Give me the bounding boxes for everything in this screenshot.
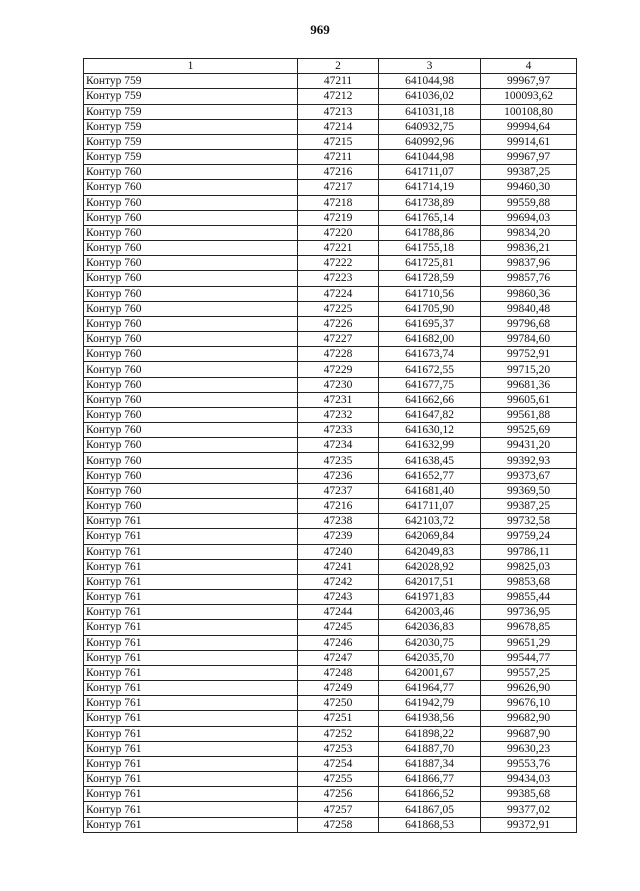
contour-name-cell: Контур 761 [84,802,298,817]
table-row [84,74,577,89]
point-number-cell: 47218 [298,195,379,210]
contour-name-cell: Контур 760 [84,498,298,513]
table-row [84,453,577,468]
x-coordinate-cell: 641672,55 [379,362,481,377]
point-number-cell: 47246 [298,635,379,650]
point-number-cell: 47219 [298,210,379,225]
table-row [84,574,577,589]
x-coordinate-cell: 641866,52 [379,787,481,802]
x-coordinate-cell: 641714,19 [379,180,481,195]
y-coordinate-cell: 99387,25 [481,165,577,180]
x-coordinate-cell: 641971,83 [379,590,481,605]
contour-name-cell: Контур 761 [84,605,298,620]
x-coordinate-cell: 642069,84 [379,529,481,544]
y-coordinate-cell: 99786,11 [481,544,577,559]
point-number-cell: 47238 [298,514,379,529]
coordinates-table [83,58,577,833]
point-number-cell: 47223 [298,271,379,286]
point-number-cell: 47256 [298,787,379,802]
y-coordinate-cell: 100108,80 [481,104,577,119]
point-number-cell: 47234 [298,438,379,453]
contour-name-cell: Контур 761 [84,696,298,711]
x-coordinate-cell: 641673,74 [379,347,481,362]
y-coordinate-cell: 99525,69 [481,423,577,438]
x-coordinate-cell: 641638,45 [379,453,481,468]
point-number-cell: 47254 [298,756,379,771]
table-row [84,407,577,422]
contour-name-cell: Контур 761 [84,529,298,544]
x-coordinate-cell: 641942,79 [379,696,481,711]
point-number-cell: 47242 [298,574,379,589]
table-row [84,817,577,832]
point-number-cell: 47245 [298,620,379,635]
point-number-cell: 47225 [298,301,379,316]
x-coordinate-cell: 641867,05 [379,802,481,817]
contour-name-cell: Контур 761 [84,574,298,589]
point-number-cell: 47228 [298,347,379,362]
x-coordinate-cell: 642030,75 [379,635,481,650]
y-coordinate-cell: 99825,03 [481,559,577,574]
x-coordinate-cell: 641788,86 [379,225,481,240]
y-coordinate-cell: 99796,68 [481,316,577,331]
point-number-cell: 47235 [298,453,379,468]
table-row [84,225,577,240]
contour-name-cell: Контур 760 [84,392,298,407]
contour-name-cell: Контур 760 [84,483,298,498]
contour-name-cell: Контур 761 [84,711,298,726]
point-number-cell: 47240 [298,544,379,559]
point-number-cell: 47221 [298,241,379,256]
y-coordinate-cell: 99694,03 [481,210,577,225]
contour-name-cell: Контур 760 [84,316,298,331]
x-coordinate-cell: 641725,81 [379,256,481,271]
column-header-1: 1 [84,59,298,74]
table-row [84,559,577,574]
header-row [84,59,577,74]
y-coordinate-cell: 99857,76 [481,271,577,286]
contour-name-cell: Контур 760 [84,271,298,286]
x-coordinate-cell: 641630,12 [379,423,481,438]
contour-name-cell: Контур 760 [84,377,298,392]
point-number-cell: 47253 [298,741,379,756]
x-coordinate-cell: 642001,67 [379,665,481,680]
x-coordinate-cell: 641705,90 [379,301,481,316]
table-row [84,423,577,438]
point-number-cell: 47215 [298,134,379,149]
x-coordinate-cell: 641044,98 [379,150,481,165]
table-row [84,134,577,149]
contour-name-cell: Контур 761 [84,620,298,635]
contour-name-cell: Контур 759 [84,134,298,149]
point-number-cell: 47227 [298,332,379,347]
x-coordinate-cell: 641868,53 [379,817,481,832]
table-row [84,696,577,711]
table-row [84,726,577,741]
contour-name-cell: Контур 759 [84,119,298,134]
point-number-cell: 47220 [298,225,379,240]
y-coordinate-cell: 99561,88 [481,407,577,422]
x-coordinate-cell: 641728,59 [379,271,481,286]
table-row [84,286,577,301]
point-number-cell: 47251 [298,711,379,726]
point-number-cell: 47236 [298,468,379,483]
contour-name-cell: Контур 760 [84,241,298,256]
point-number-cell: 47255 [298,772,379,787]
table-row [84,392,577,407]
contour-name-cell: Контур 760 [84,256,298,271]
contour-name-cell: Контур 760 [84,225,298,240]
x-coordinate-cell: 641710,56 [379,286,481,301]
point-number-cell: 47233 [298,423,379,438]
table-row [84,347,577,362]
table-row [84,150,577,165]
table-row [84,665,577,680]
y-coordinate-cell: 99377,02 [481,802,577,817]
x-coordinate-cell: 641765,14 [379,210,481,225]
y-coordinate-cell: 99676,10 [481,696,577,711]
y-coordinate-cell: 99994,64 [481,119,577,134]
table-row [84,741,577,756]
x-coordinate-cell: 642028,92 [379,559,481,574]
table-row [84,772,577,787]
x-coordinate-cell: 641682,00 [379,332,481,347]
contour-name-cell: Контур 759 [84,89,298,104]
point-number-cell: 47249 [298,681,379,696]
x-coordinate-cell: 641711,07 [379,498,481,513]
point-number-cell: 47216 [298,498,379,513]
y-coordinate-cell: 99392,93 [481,453,577,468]
contour-name-cell: Контур 761 [84,514,298,529]
point-number-cell: 47211 [298,150,379,165]
point-number-cell: 47258 [298,817,379,832]
y-coordinate-cell: 99837,96 [481,256,577,271]
y-coordinate-cell: 99834,20 [481,225,577,240]
point-number-cell: 47237 [298,483,379,498]
table-row [84,681,577,696]
y-coordinate-cell: 99369,50 [481,483,577,498]
x-coordinate-cell: 642035,70 [379,650,481,665]
contour-name-cell: Контур 760 [84,332,298,347]
y-coordinate-cell: 99630,23 [481,741,577,756]
point-number-cell: 47230 [298,377,379,392]
y-coordinate-cell: 99385,68 [481,787,577,802]
point-number-cell: 47252 [298,726,379,741]
y-coordinate-cell: 99626,90 [481,681,577,696]
table-row [84,271,577,286]
table-row [84,332,577,347]
contour-name-cell: Контур 761 [84,635,298,650]
contour-name-cell: Контур 760 [84,362,298,377]
x-coordinate-cell: 641695,37 [379,316,481,331]
table-row [84,210,577,225]
contour-name-cell: Контур 761 [84,650,298,665]
contour-name-cell: Контур 760 [84,195,298,210]
y-coordinate-cell: 99759,24 [481,529,577,544]
contour-name-cell: Контур 761 [84,772,298,787]
y-coordinate-cell: 99715,20 [481,362,577,377]
table-row [84,316,577,331]
contour-name-cell: Контур 760 [84,180,298,195]
contour-name-cell: Контур 760 [84,165,298,180]
y-coordinate-cell: 99434,03 [481,772,577,787]
x-coordinate-cell: 641887,70 [379,741,481,756]
contour-name-cell: Контур 761 [84,741,298,756]
point-number-cell: 47229 [298,362,379,377]
y-coordinate-cell: 99836,21 [481,241,577,256]
contour-name-cell: Контур 761 [84,590,298,605]
contour-name-cell: Контур 760 [84,286,298,301]
contour-name-cell: Контур 760 [84,438,298,453]
y-coordinate-cell: 99431,20 [481,438,577,453]
y-coordinate-cell: 99967,97 [481,74,577,89]
x-coordinate-cell: 641755,18 [379,241,481,256]
y-coordinate-cell: 99372,91 [481,817,577,832]
point-number-cell: 47250 [298,696,379,711]
y-coordinate-cell: 99387,25 [481,498,577,513]
point-number-cell: 47216 [298,165,379,180]
point-number-cell: 47226 [298,316,379,331]
point-number-cell: 47212 [298,89,379,104]
y-coordinate-cell: 99557,25 [481,665,577,680]
point-number-cell: 47232 [298,407,379,422]
contour-name-cell: Контур 759 [84,150,298,165]
x-coordinate-cell: 641632,99 [379,438,481,453]
table-row [84,620,577,635]
contour-name-cell: Контур 760 [84,453,298,468]
table-row [84,711,577,726]
table-row [84,635,577,650]
x-coordinate-cell: 641738,89 [379,195,481,210]
y-coordinate-cell: 100093,62 [481,89,577,104]
point-number-cell: 47224 [298,286,379,301]
x-coordinate-cell: 641036,02 [379,89,481,104]
x-coordinate-cell: 641898,22 [379,726,481,741]
contour-name-cell: Контур 759 [84,104,298,119]
table-row [84,529,577,544]
x-coordinate-cell: 641887,34 [379,756,481,771]
x-coordinate-cell: 641938,56 [379,711,481,726]
y-coordinate-cell: 99559,88 [481,195,577,210]
x-coordinate-cell: 642036,83 [379,620,481,635]
table-row [84,590,577,605]
table-row [84,514,577,529]
point-number-cell: 47213 [298,104,379,119]
point-number-cell: 47217 [298,180,379,195]
table-row [84,180,577,195]
y-coordinate-cell: 99682,90 [481,711,577,726]
point-number-cell: 47222 [298,256,379,271]
contour-name-cell: Контур 760 [84,468,298,483]
contour-name-cell: Контур 761 [84,787,298,802]
table-row [84,483,577,498]
x-coordinate-cell: 641677,75 [379,377,481,392]
y-coordinate-cell: 99732,58 [481,514,577,529]
x-coordinate-cell: 641681,40 [379,483,481,498]
y-coordinate-cell: 99553,76 [481,756,577,771]
x-coordinate-cell: 641866,77 [379,772,481,787]
x-coordinate-cell: 641662,66 [379,392,481,407]
point-number-cell: 47244 [298,605,379,620]
point-number-cell: 47211 [298,74,379,89]
column-header-3: 3 [379,59,481,74]
table-row [84,301,577,316]
x-coordinate-cell: 642003,46 [379,605,481,620]
x-coordinate-cell: 642017,51 [379,574,481,589]
y-coordinate-cell: 99544,77 [481,650,577,665]
table-row [84,498,577,513]
table-row [84,756,577,771]
contour-name-cell: Контур 761 [84,817,298,832]
table-row [84,377,577,392]
contour-name-cell: Контур 761 [84,681,298,696]
table-row [84,256,577,271]
y-coordinate-cell: 99687,90 [481,726,577,741]
y-coordinate-cell: 99853,68 [481,574,577,589]
page-number: 969 [310,22,330,37]
point-number-cell: 47239 [298,529,379,544]
contour-name-cell: Контур 760 [84,407,298,422]
y-coordinate-cell: 99678,85 [481,620,577,635]
y-coordinate-cell: 99967,97 [481,150,577,165]
point-number-cell: 47241 [298,559,379,574]
table-row [84,104,577,119]
table-row [84,165,577,180]
contour-name-cell: Контур 761 [84,544,298,559]
point-number-cell: 47257 [298,802,379,817]
contour-name-cell: Контур 760 [84,301,298,316]
point-number-cell: 47231 [298,392,379,407]
point-number-cell: 47243 [298,590,379,605]
contour-name-cell: Контур 761 [84,665,298,680]
x-coordinate-cell: 641711,07 [379,165,481,180]
contour-name-cell: Контур 761 [84,756,298,771]
table-row [84,544,577,559]
x-coordinate-cell: 641647,82 [379,407,481,422]
y-coordinate-cell: 99651,29 [481,635,577,650]
point-number-cell: 47248 [298,665,379,680]
x-coordinate-cell: 640932,75 [379,119,481,134]
table-row [84,89,577,104]
x-coordinate-cell: 642049,83 [379,544,481,559]
table-row [84,241,577,256]
point-number-cell: 47247 [298,650,379,665]
column-header-4: 4 [481,59,577,74]
y-coordinate-cell: 99752,91 [481,347,577,362]
x-coordinate-cell: 642103,72 [379,514,481,529]
y-coordinate-cell: 99840,48 [481,301,577,316]
table-row [84,802,577,817]
x-coordinate-cell: 641652,77 [379,468,481,483]
table-row [84,195,577,210]
contour-name-cell: Контур 759 [84,74,298,89]
x-coordinate-cell: 641044,98 [379,74,481,89]
table-row [84,362,577,377]
table-row [84,650,577,665]
y-coordinate-cell: 99855,44 [481,590,577,605]
contour-name-cell: Контур 761 [84,559,298,574]
table-row [84,468,577,483]
contour-name-cell: Контур 760 [84,423,298,438]
contour-name-cell: Контур 760 [84,347,298,362]
y-coordinate-cell: 99860,36 [481,286,577,301]
column-header-2: 2 [298,59,379,74]
contour-name-cell: Контур 760 [84,210,298,225]
y-coordinate-cell: 99605,61 [481,392,577,407]
y-coordinate-cell: 99681,36 [481,377,577,392]
y-coordinate-cell: 99914,61 [481,134,577,149]
x-coordinate-cell: 641031,18 [379,104,481,119]
table-row [84,438,577,453]
y-coordinate-cell: 99736,95 [481,605,577,620]
table-row [84,787,577,802]
x-coordinate-cell: 640992,96 [379,134,481,149]
point-number-cell: 47214 [298,119,379,134]
y-coordinate-cell: 99784,60 [481,332,577,347]
table-row [84,605,577,620]
table-row [84,119,577,134]
y-coordinate-cell: 99460,30 [481,180,577,195]
y-coordinate-cell: 99373,67 [481,468,577,483]
contour-name-cell: Контур 761 [84,726,298,741]
x-coordinate-cell: 641964,77 [379,681,481,696]
